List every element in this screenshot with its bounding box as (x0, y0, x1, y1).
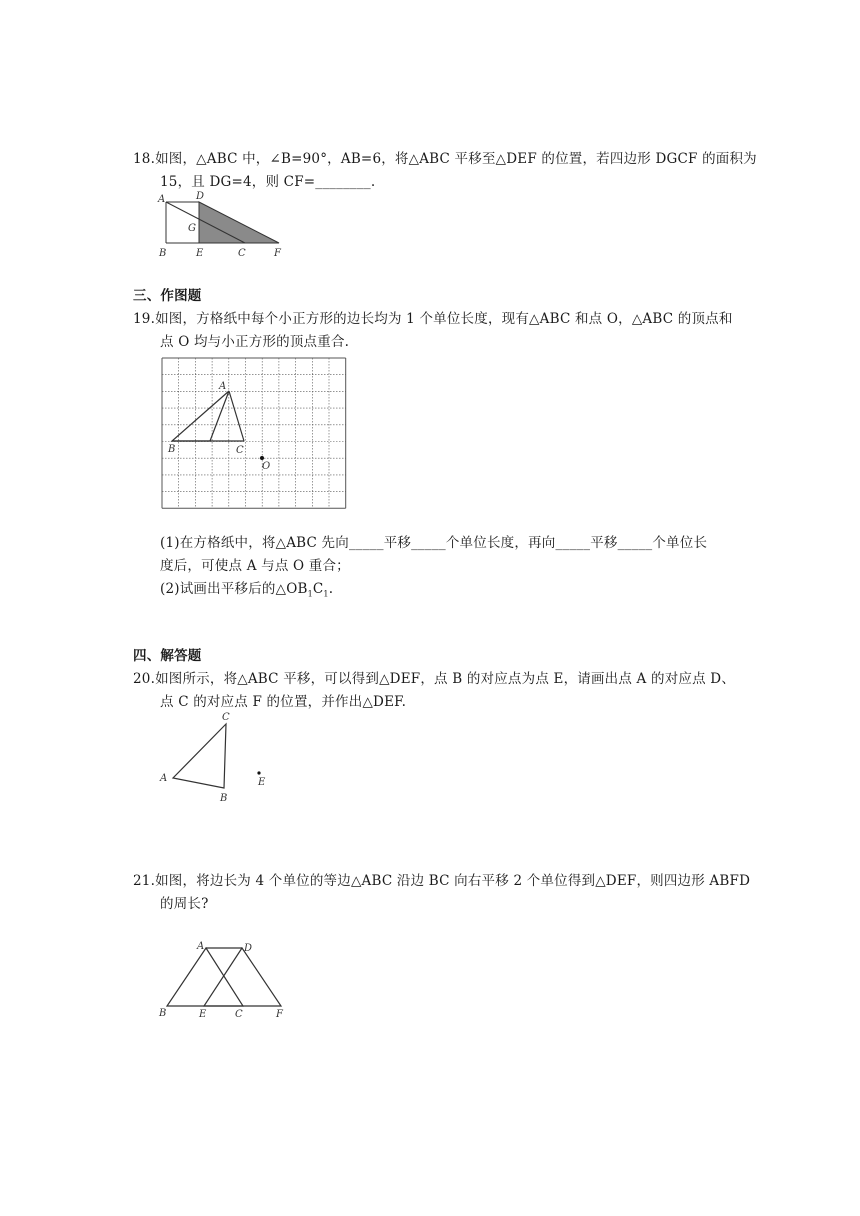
q21-label-f: F (276, 1009, 283, 1020)
q19-grid (162, 358, 346, 508)
q18-label-g: G (188, 223, 196, 234)
q18-text-line1: 18.如图，△ABC 中，∠B=90°，AB=6，将△ABC 平移至△DEF 的位置，若四边形 DGCF 的面积为 (133, 151, 757, 167)
q18-label-d: D (196, 191, 205, 202)
q20-label-c: C (222, 712, 230, 723)
q19-triangle-abc (172, 391, 229, 441)
q19-text-line2: 点 O 均与小正方形的顶点重合. (160, 334, 350, 350)
q18-label-f: F (274, 248, 281, 259)
q21-text-line1: 21.如图，将边长为 4 个单位的等边△ABC 沿边 BC 向右平移 2 个单位得到△DEF，则四边形 ABFD (133, 873, 751, 889)
q18-shaded-region (199, 202, 279, 243)
q21-label-c: C (235, 1009, 243, 1020)
q19-label-o: O (262, 461, 271, 472)
q19-label-b: B (168, 444, 176, 455)
q18-text-line2: 15，且 DG=4，则 CF=________. (160, 174, 376, 190)
q21-label-a: A (197, 941, 205, 952)
q18-label-c: C (238, 248, 246, 259)
q19-part1-line2: 度后，可使点 A 与点 O 重合； (160, 558, 350, 574)
q21-label-b: B (159, 1008, 167, 1019)
q21-label-e: E (199, 1009, 207, 1020)
q19-part2: (2)试画出平移后的$\triangle OB_1C_1$. (160, 581, 334, 599)
q19-grid-figure (162, 358, 362, 528)
q20-label-b: B (220, 793, 228, 804)
q20-text-line1: 20.如图所示，将△ABC 平移，可以得到△DEF，点 B 的对应点为点 E，请画出点 A 的对应点 D、 (133, 671, 736, 687)
section-4-title: 四、解答题 (133, 648, 202, 664)
q21-figure (155, 938, 295, 1023)
q21-triangle-def (204, 948, 281, 1006)
q19-text-line1: 19.如图，方格纸中每个小正方形的边长均为 1 个单位长度，现有△ABC 和点 O，△ABC 的顶点和 (133, 311, 733, 327)
q21-label-d: D (244, 943, 253, 954)
q18-label-a: A (158, 194, 166, 205)
q20-label-a: A (160, 773, 168, 784)
q19-label-a: A (219, 381, 227, 392)
section-3-title: 三、作图题 (133, 288, 202, 304)
q18-figure (155, 192, 295, 262)
q19-point-o (260, 456, 264, 460)
q20-point-e (257, 771, 260, 774)
q19-label-c: C (236, 445, 244, 456)
q20-triangle-abc (173, 724, 226, 788)
q18-label-b: B (159, 248, 167, 259)
q20-label-e: E (258, 777, 266, 788)
q21-triangle-abc (167, 948, 243, 1006)
q19-part1-line1: (1)在方格纸中，将△ABC 先向_____平移_____个单位长度，再向_____平移_____个单位长 (160, 535, 708, 551)
q20-figure (158, 710, 278, 805)
q20-text-line2: 点 C 的对应点 F 的位置，并作出△DEF. (160, 694, 407, 710)
q21-text-line2: 的周长? (160, 896, 209, 912)
q18-label-e: E (196, 248, 204, 259)
